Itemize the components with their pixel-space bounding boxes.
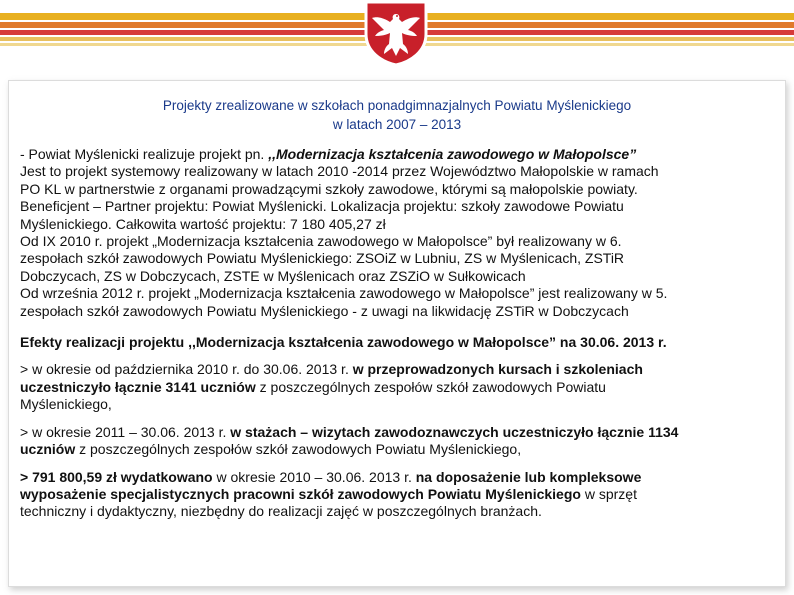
title-line-1: Projekty zrealizowane w szkołach ponadgimnazjalnych Powiatu Myślenickiego [162, 98, 632, 113]
intro-line: zespołach szkół zawodowych Powiatu Myślenickiego - z uwagi na likwidację ZSTiR w Dobczycach [20, 302, 629, 319]
intro-line: Od IX 2010 r. projekt „Modernizacja kształcenia zawodowego w Małopolsce” był realizowany w 6. [20, 233, 622, 250]
intro-line: Myślenickiego. Całkowita wartość projektu: 7 180 405,27 zł [20, 215, 386, 232]
effect-internships: > w okresie 2011 – 30.06. 2013 r. w stażach – wizytach zawodoznawczych uczestniczyło łącznie 1134 uczniów z poszczególnych zespołów szkół zawodowych Powiatu Myślenickiego, [20, 423, 679, 458]
coat-of-arms-eagle-icon [362, 0, 430, 66]
intro-line: PO KL w partnerstwie z organami prowadzącymi szkoły zawodowe, którymi są małopolskie powiaty. [20, 180, 638, 197]
intro-line: Beneficjent – Partner projektu: Powiat Myślenicki. Lokalizacja projektu: szkoły zawodowe Powiatu [20, 198, 624, 215]
effect-equipment: > 791 800,59 zł wydatkowano w okresie 2010 – 30.06. 2013 r. na doposażenie lub kompleksowe wyposażenie specjalistycznych pracowni szkół zawodowych Powiatu Myślenickiego w sprzęt techniczny i dydaktyczny, niezbędny do realizacji zajęć w poszczególnych branżach. [20, 468, 642, 520]
main-content [20, 146, 780, 521]
intro-line: Jest to projekt systemowy realizowany w latach 2010 -2014 przez Województwo Małopolskie w ramach [20, 163, 659, 180]
intro-paragraph [20, 146, 780, 320]
intro-line: zespołach szkół zawodowych Powiatu Myślenickiego: ZSOiZ w Lubniu, ZS w Myślenicach, ZSTiR [20, 250, 625, 267]
intro-line: Dobczycach, ZS w Dobczycach, ZSTE w Myślenicach oraz ZSZiO w Sułkowicach [20, 267, 526, 284]
page-title [0, 96, 794, 134]
title-line-2: w latach 2007 – 2013 [332, 117, 462, 132]
effect-training: > w okresie od października 2010 r. do 30.06. 2013 r. w przeprowadzonych kursach i szkoleniach uczestniczyło łącznie 3141 uczniów z poszczególnych zespołów szkół zawodowych Powiatu Myślenickiego, [20, 361, 643, 413]
project-name: ,,Modernizacja kształcenia zawodowego w Małopolsce” [268, 146, 637, 162]
intro-line: Od września 2012 r. projekt „Modernizacja kształcenia zawodowego w Małopolsce” jest realizowany w 5. [20, 285, 668, 302]
intro-line: - Powiat Myślenicki realizuje projekt pn. [20, 146, 269, 162]
effects-heading: Efekty realizacji projektu ,,Modernizacja kształcenia zawodowego w Małopolsce” na 30.06. 2013 r. [20, 334, 667, 351]
